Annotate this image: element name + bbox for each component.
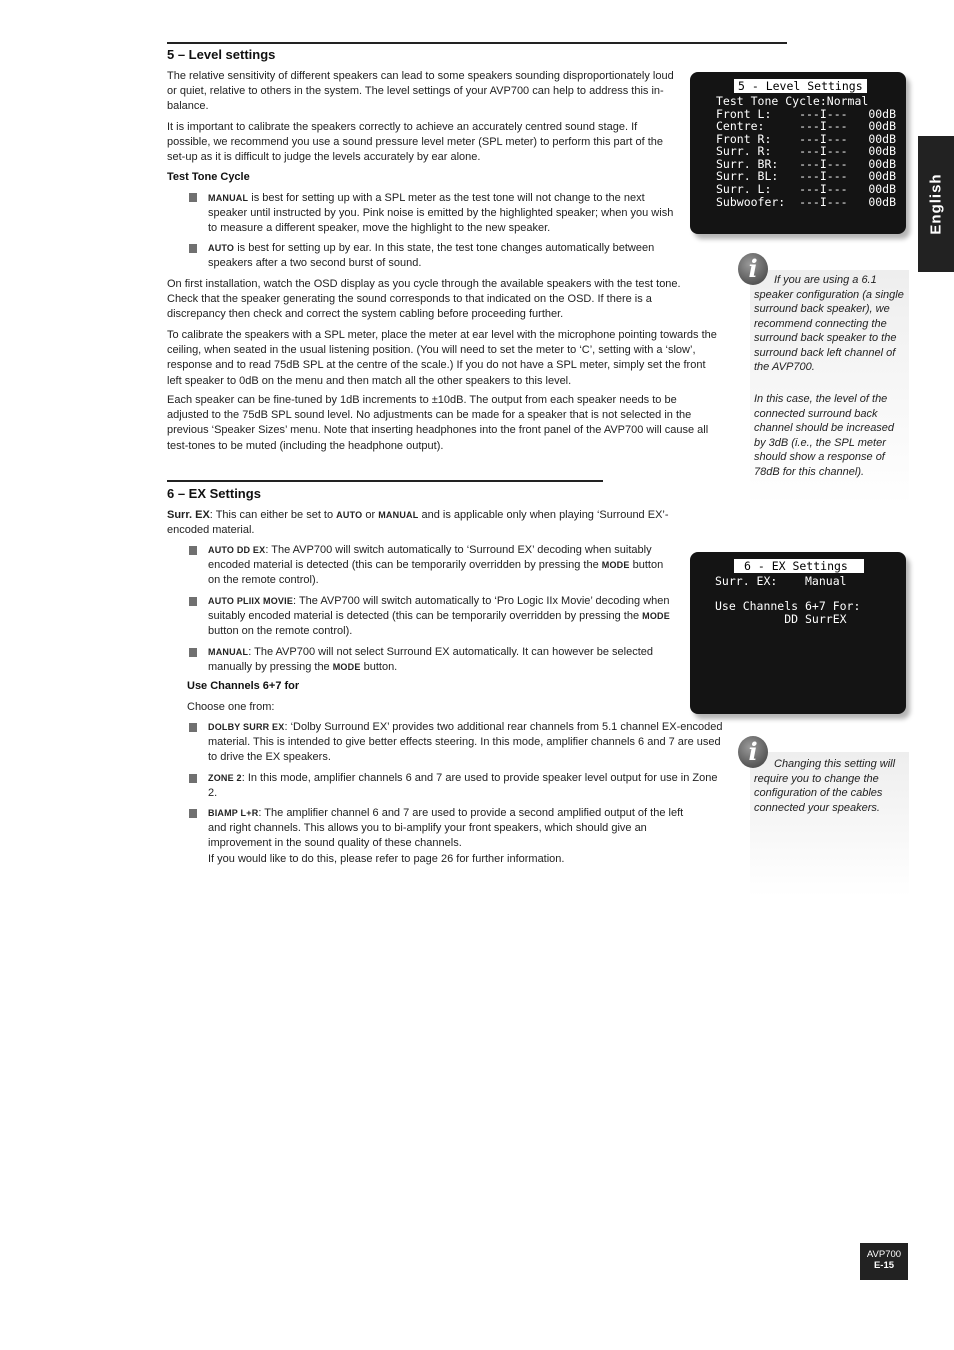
bullet-marker [189,546,197,555]
use-channels-heading: Use Channels 6+7 for [187,680,300,692]
info-icon: i [738,253,768,285]
manual-ex-bullet: MANUAL: The AVP700 will not select Surround EX automatically. It can however be selected manually by pressing the MODE button. [208,646,653,674]
zone-2-bullet: ZONE 2: In this mode, amplifier channels 6 and 7 are used to provide speaker level output for use in Zone 2. [208,772,718,800]
osd-line: Surr. BR: ---I--- 00dB [716,157,897,171]
section-5-para-5: Each speaker can be fine-tuned by 1dB increments to ±10dB. The output from each speaker needs to be adjusted to the 75dB SPL sound level. No adjustments can be made for a speaker that is not selected in the previous ‘Speaker Sizes’ menu. Note that inserting headphones into the front panel of the AVP700 will cause all test-tones to be muted (including the headphone output). [167,394,709,452]
footer-model: AVP700 [866,1249,902,1260]
section-5-para-2: It is important to calibrate the speakers correctly to achieve an accurately centred sound stage. If possible, we recommend you use a sound pressure level meter (SPL meter) to perform this part of the set-up as it is difficult to judge the levels accurately by ear alone. [167,121,664,164]
level-settings-osd [690,72,906,234]
bullet-marker [189,648,197,657]
osd-line: Surr. EX: Manual [715,574,847,588]
osd-line: Front R: ---I--- 00dB [716,132,897,146]
osd-line: Use Channels 6+7 For: [715,599,861,613]
osd-title: 5 - Level Settings [734,79,867,93]
ex-settings-osd [690,552,906,714]
info-note-2 [750,752,909,897]
section-6-rule [167,480,603,482]
section-5-heading: 5 – Level settings [167,47,276,62]
bullet-marker [189,809,197,818]
surr-ex-intro: Surr. EX: This can either be set to AUTO or MANUAL and is applicable only when playing ‘Surround EX’-encoded material. [167,509,669,537]
bullet-marker [189,723,197,732]
section-6-heading: 6 – EX Settings [167,486,261,501]
manual-bullet-text: MANUAL is best for setting up with a SPL meter as the test tone will not change to the next speaker until instructed by you. Pink noise is emitted by the highlighted speaker; when you wish to measure a different speaker, move the highlight to the new speaker. [208,192,674,235]
language-label: English [927,173,945,235]
footer-page-number: E-15 [873,1260,895,1271]
auto-pliix-movie-bullet: AUTO PLIIX MOVIE: The AVP700 will switch automatically to ‘Pro Logic IIx Movie’ decoding when suitably encoded material is detected (this can be temporarily overridden by pressing the MODE button on the remote control). [208,595,670,638]
osd-line: Test Tone Cycle:Normal [716,94,869,108]
bullet-marker [189,597,197,606]
osd-line: Surr. BL: ---I--- 00dB [716,169,897,183]
osd-line: Front L: ---I--- 00dB [716,107,897,121]
auto-dd-ex-bullet: AUTO DD EX: The AVP700 will switch automatically to ‘Surround EX’ decoding when suitably encoded material is detected (this can be temporarily overridden by pressing the MODE button on the remote control). [208,544,664,587]
choose-one-from: Choose one from: [187,701,275,713]
section-5-rule [167,42,787,44]
test-tone-cycle-heading: Test Tone Cycle [167,171,250,183]
note-1-para-1: If you are using a 6.1 speaker configuration (a single surround back speaker), we recommend connecting the surround back speaker to the surround back left channel of the AVP700. [754,274,904,373]
osd-line: DD SurrEX [715,612,847,626]
auto-bullet-text: AUTO is best for setting up by ear. In this state, the test tone changes automatically between speakers after a two second burst of sound. [208,242,655,270]
page-footer-badge [860,1243,908,1280]
section-5-para-1: The relative sensitivity of different speakers can lead to some speakers sounding disproportionately loud or quiet, relative to others in the system. The level settings of your AVP700 can help to address this in-balance. [167,70,674,113]
osd-line: Centre: ---I--- 00dB [716,119,897,133]
osd-line: Subwoofer: ---I--- 00dB [716,195,897,209]
info-icon: i [738,736,768,768]
info-note-1 [750,270,909,505]
bullet-marker [189,244,197,253]
section-5-para-4: To calibrate the speakers with a SPL meter, place the meter at ear level with the microphone pointing towards the ceiling, when seated in the usual listening position. (You will need to set the meter to ‘C’, setting with a ‘slow’, response and to read 75dB SPL at the centre of the scale.) If you do not have a SPL meter, simply set the front left speaker to 0dB on the menu and then match all the other speakers to this level. [167,329,717,387]
bullet-marker [189,193,197,202]
section-5-para-3: On first installation, watch the OSD display as you cycle through the available speakers with the test tone. Check that the speaker generating the sound corresponds to that indicated on the OSD. If there is a discrepancy then check and correct the system cabling before proceeding further. [167,278,681,321]
osd-title: 6 - EX Settings [734,559,864,573]
note-1-para-2: In this case, the level of the connected surround back channel should be increased by 3dB (i.e., the SPL meter should show a response of 78dB for this channel). [754,393,895,478]
biamp-bullet: BIAMP L+R: The amplifier channel 6 and 7 are used to provide a second amplified output of the left and right channels. This allows you to bi-amplify your front speakers, which should give an improvement in the sound quality of these channels. If you would like to do this, please refer to page 26 for further information. [208,807,684,865]
dolby-surr-ex-bullet: DOLBY SURR EX: ‘Dolby Surround EX’ provides two additional rear channels from 5.1 channel EX-encoded material. This is intended to give better effects steering. In this mode, amplifier channels 6 and 7 are used to drive the EX speakers. [208,721,723,764]
osd-line: Surr. R: ---I--- 00dB [716,144,897,158]
osd-line: Surr. L: ---I--- 00dB [716,182,897,196]
bullet-marker [189,774,197,783]
language-tab [918,136,954,272]
note-2-para-1: Changing this setting will require you to change the configuration of the cables connected your speakers. [754,758,896,814]
